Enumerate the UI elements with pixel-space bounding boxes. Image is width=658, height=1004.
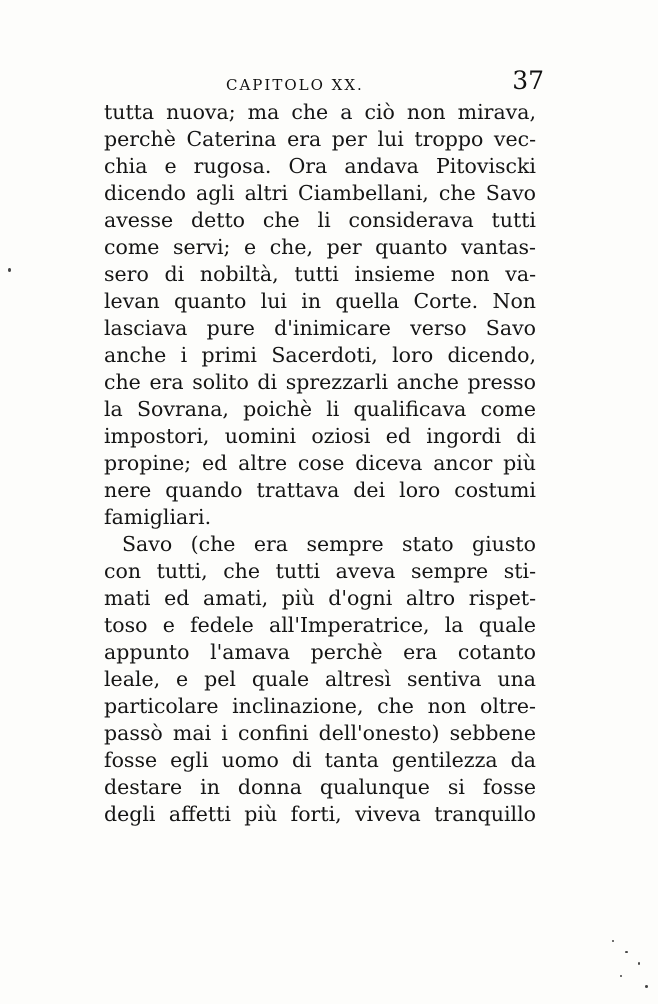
body-text (104, 99, 536, 828)
text-line: destare in donna qualunque si fosse (104, 775, 536, 799)
paper-speck (8, 268, 11, 272)
text-line: che era solito di sprezzarli anche presso (104, 370, 536, 394)
text-line: dicendo agli altri Ciambellani, che Savo (104, 181, 536, 205)
text-line: impostori, uomini oziosi ed ingordi di (104, 424, 536, 448)
text-line: fosse egli uomo di tanta gentilezza da (104, 748, 536, 772)
paper-speck (625, 951, 628, 953)
page-header (104, 66, 548, 100)
running-head: CAPITOLO XX. (226, 76, 364, 94)
text-line: leale, e pel quale altresì sentiva una (104, 667, 536, 691)
text-line: lasciava pure d'inimicare verso Savo (104, 316, 536, 340)
paper-speck (612, 940, 614, 942)
text-line: perchè Caterina era per lui troppo vec- (104, 127, 536, 151)
text-line: toso e fedele all'Imperatrice, la quale (104, 613, 536, 637)
text-line: la Sovrana, poichè li qualificava come (104, 397, 536, 421)
text-line: avesse detto che li considerava tutti (104, 208, 536, 232)
text-line: passò mai i confini dell'onesto) sebbene (104, 721, 536, 745)
text-line: mati ed amati, più d'ogni altro rispet- (104, 586, 536, 610)
text-line: come servi; e che, per quanto vantas- (104, 235, 536, 259)
paper-speck (620, 975, 622, 977)
text-line: particolare inclinazione, che non oltre- (104, 694, 536, 718)
text-line: appunto l'amava perchè era cotanto (104, 640, 536, 664)
paragraph-end-line: famigliari. (104, 505, 212, 529)
text-line: nere quando trattava dei loro costumi (104, 478, 536, 502)
page-number: 37 (512, 66, 544, 95)
text-line: anche i primi Sacerdoti, loro dicendo, (104, 343, 536, 367)
paper-speck (638, 962, 640, 965)
paragraph-start-line: Savo (che era sempre stato giusto (122, 532, 536, 556)
text-line: levan quanto lui in quella Corte. Non (104, 289, 536, 313)
text-line: chia e rugosa. Ora andava Pitoviscki (104, 154, 536, 178)
paper-speck (645, 985, 648, 988)
text-line: propine; ed altre cose diceva ancor più (104, 451, 536, 475)
text-line: degli affetti più forti, viveva tranquillo (104, 802, 536, 826)
text-line: sero di nobiltà, tutti insieme non va- (104, 262, 536, 286)
text-line: con tutti, che tutti aveva sempre sti- (104, 559, 536, 583)
text-line: tutta nuova; ma che a ciò non mirava, (104, 100, 536, 124)
